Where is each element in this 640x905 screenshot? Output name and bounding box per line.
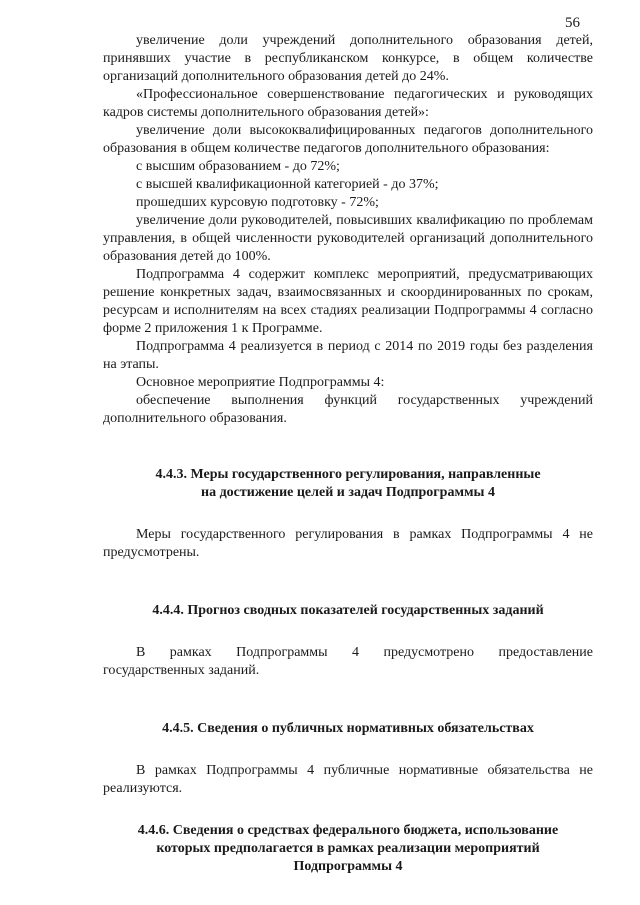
paragraph: Подпрограмма 4 реализуется в период с 2014 по 2019 годы без разделения на этапы.	[103, 339, 593, 372]
paragraph: увеличение доли учреждений дополнительного образования детей, принявших участие в республиканском конкурсе, в общем количестве организаций дополнительного образования детей до 24%.	[103, 33, 593, 84]
list-item: с высшим образованием - до 72%;	[136, 159, 340, 174]
section-heading-4-4-3	[103, 466, 593, 502]
section-text: В рамках Подпрограммы 4 публичные нормативные обязательства не реализуются.	[103, 763, 593, 796]
heading-line: на достижение целей и задач Подпрограммы 4	[201, 485, 495, 500]
paragraph: обеспечение выполнения функций государственных учреждений дополнительного образования.	[103, 393, 593, 426]
section-heading-4-4-5	[103, 720, 593, 738]
heading-line: 4.4.6. Сведения о средствах федерального бюджета, использование	[137, 823, 559, 838]
list-item: с высшей квалификационной категорией - до 37%;	[136, 177, 439, 192]
heading-line: 4.4.3. Меры государственного регулирования, направленные	[155, 467, 541, 482]
page-number: 56	[565, 15, 580, 31]
section-heading-4-4-6	[103, 822, 593, 876]
heading-line: Подпрограммы 4	[293, 859, 403, 874]
paragraph: Основное мероприятие Подпрограммы 4:	[136, 375, 385, 390]
heading-line: 4.4.5. Сведения о публичных нормативных обязательствах	[162, 721, 534, 736]
heading-line: которых предполагается в рамках реализации мероприятий	[156, 841, 540, 856]
section-text: Меры государственного регулирования в рамках Подпрограммы 4 не предусмотрены.	[103, 527, 593, 560]
paragraph: увеличение доли высококвалифицированных педагогов дополнительного образования в общем количестве педагогов дополнительного образования:	[103, 123, 593, 156]
page-body	[103, 32, 593, 876]
paragraph: увеличение доли руководителей, повысивших квалификацию по проблемам управления, в общей численности руководителей организаций дополнительного образования детей до 100%.	[103, 213, 593, 264]
heading-line: 4.4.4. Прогноз сводных показателей государственных заданий	[152, 603, 544, 618]
section-heading-4-4-4	[103, 602, 593, 620]
paragraph: «Профессиональное совершенствование педагогических и руководящих кадров системы дополнительного образования детей»:	[103, 87, 593, 120]
paragraph: Подпрограмма 4 содержит комплекс мероприятий, предусматривающих решение конкретных задач, взаимосвязанных и скоординированных по срокам, ресурсам и исполнителям на всех стадиях реализации Подпрограммы 4 согласно форме 2 приложения 1 к Программе.	[103, 267, 593, 336]
list-item: прошедших курсовую подготовку - 72%;	[136, 195, 379, 210]
section-text: В рамках Подпрограммы 4 предусмотрено предоставление государственных заданий.	[103, 645, 593, 678]
